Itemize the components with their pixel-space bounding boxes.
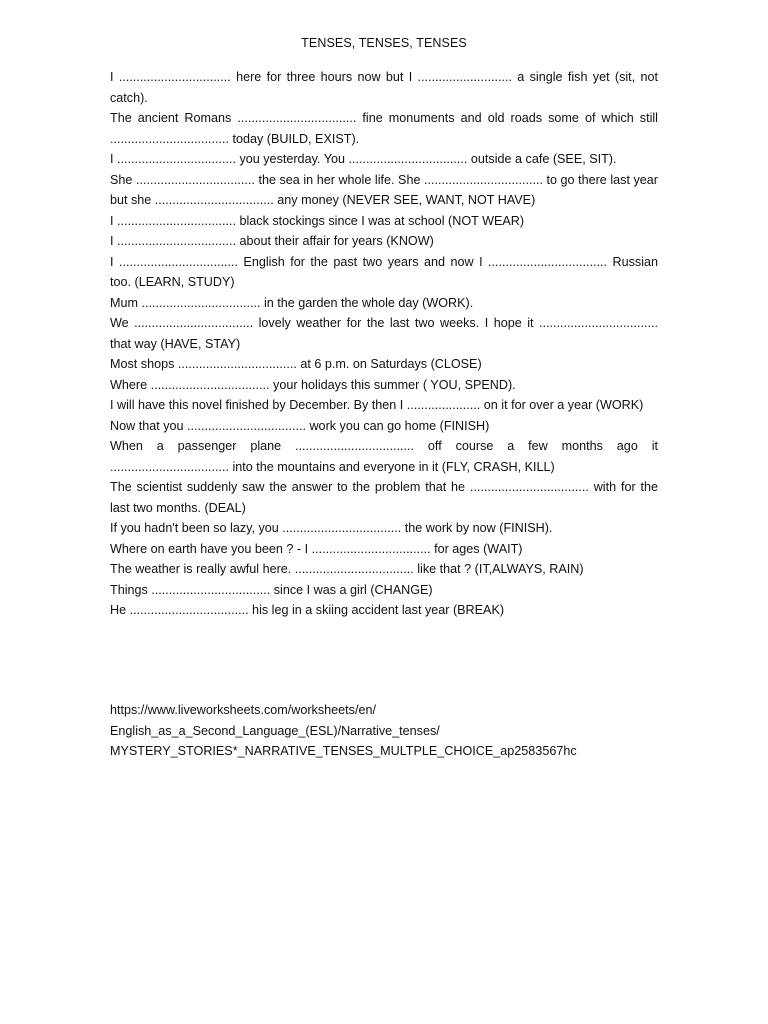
exercise-item-20: He .................................. his leg in a skiing accident last year (BREAK) — [110, 603, 505, 617]
exercise-item-18: The weather is really awful here. .................................. like that ? (IT,ALWAYS, RAIN) — [110, 562, 584, 576]
exercise-item-7: I .................................. English for the past two years and now I .................................. Russian too. (LEARN, STUDY) — [110, 254, 658, 289]
exercise-item-17: Where on earth have you been ? - I .................................. for ages (WAIT) — [110, 541, 523, 556]
exercise-item-9: We .................................. lovely weather for the last two weeks. I hope it .................................. that way (HAVE, STAY) — [110, 316, 658, 351]
exercise-item-2: The ancient Romans .................................. fine monuments and old roads some of which still .................................. today (BUILD, EXIST). — [110, 111, 658, 146]
exercise-item-3: I .................................. you yesterday. You .................................. outside a cafe (SEE, SIT). — [110, 152, 617, 166]
exercise-item-15: The scientist suddenly saw the answer to the problem that he .................................. with for the last two months. (DEAL) — [110, 480, 658, 515]
source-url-line-1: https://www.liveworksheets.com/worksheets/en/ — [110, 703, 376, 717]
exercise-item-11: Where .................................. your holidays this summer ( YOU, SPEND). — [110, 377, 516, 392]
exercise-item-4: She .................................. the sea in her whole life. She .................................. to go there last year but she .................................. any money (NEVER SEE, WANT, NOT HAVE) — [110, 172, 658, 207]
exercise-item-10: Most shops .................................. at 6 p.m. on Saturdays (CLOSE) — [110, 357, 482, 371]
exercise-item-6: I .................................. about their affair for years (KNOW) — [110, 234, 434, 248]
exercise-item-13: Now that you .................................. work you can go home (FINISH) — [110, 418, 490, 433]
source-url-line-3: MYSTERY_STORIES*_NARRATIVE_TENSES_MULTPLE_CHOICE_ap2583567hc — [110, 744, 577, 758]
exercise-item-8: Mum .................................. in the garden the whole day (WORK). — [110, 295, 474, 310]
exercise-item-5: I .................................. black stockings since I was at school (NOT WEAR) — [110, 213, 525, 228]
exercise-item-14: When a passenger plane .................................. off course a few months ago it .................................. into the mountains and everyone in it (FLY, CRASH, KILL) — [110, 439, 658, 474]
page-title: TENSES, TENSES, TENSES — [301, 36, 467, 50]
exercise-item-12: I will have this novel finished by December. By then I ..................... on it for over a year (WORK) — [110, 398, 644, 412]
source-url-line-2: English_as_a_Second_Language_(ESL)/Narrative_tenses/ — [110, 723, 440, 738]
source-url — [110, 700, 670, 762]
exercise-item-16: If you hadn't been so lazy, you .................................. the work by now (FINISH). — [110, 521, 553, 535]
exercise-list — [110, 67, 658, 621]
exercise-item-19: Things .................................. since I was a girl (CHANGE) — [110, 582, 433, 597]
exercise-item-1: I ................................ here for three hours now but I ........................... a single fish yet (sit, not catch). — [110, 70, 658, 105]
